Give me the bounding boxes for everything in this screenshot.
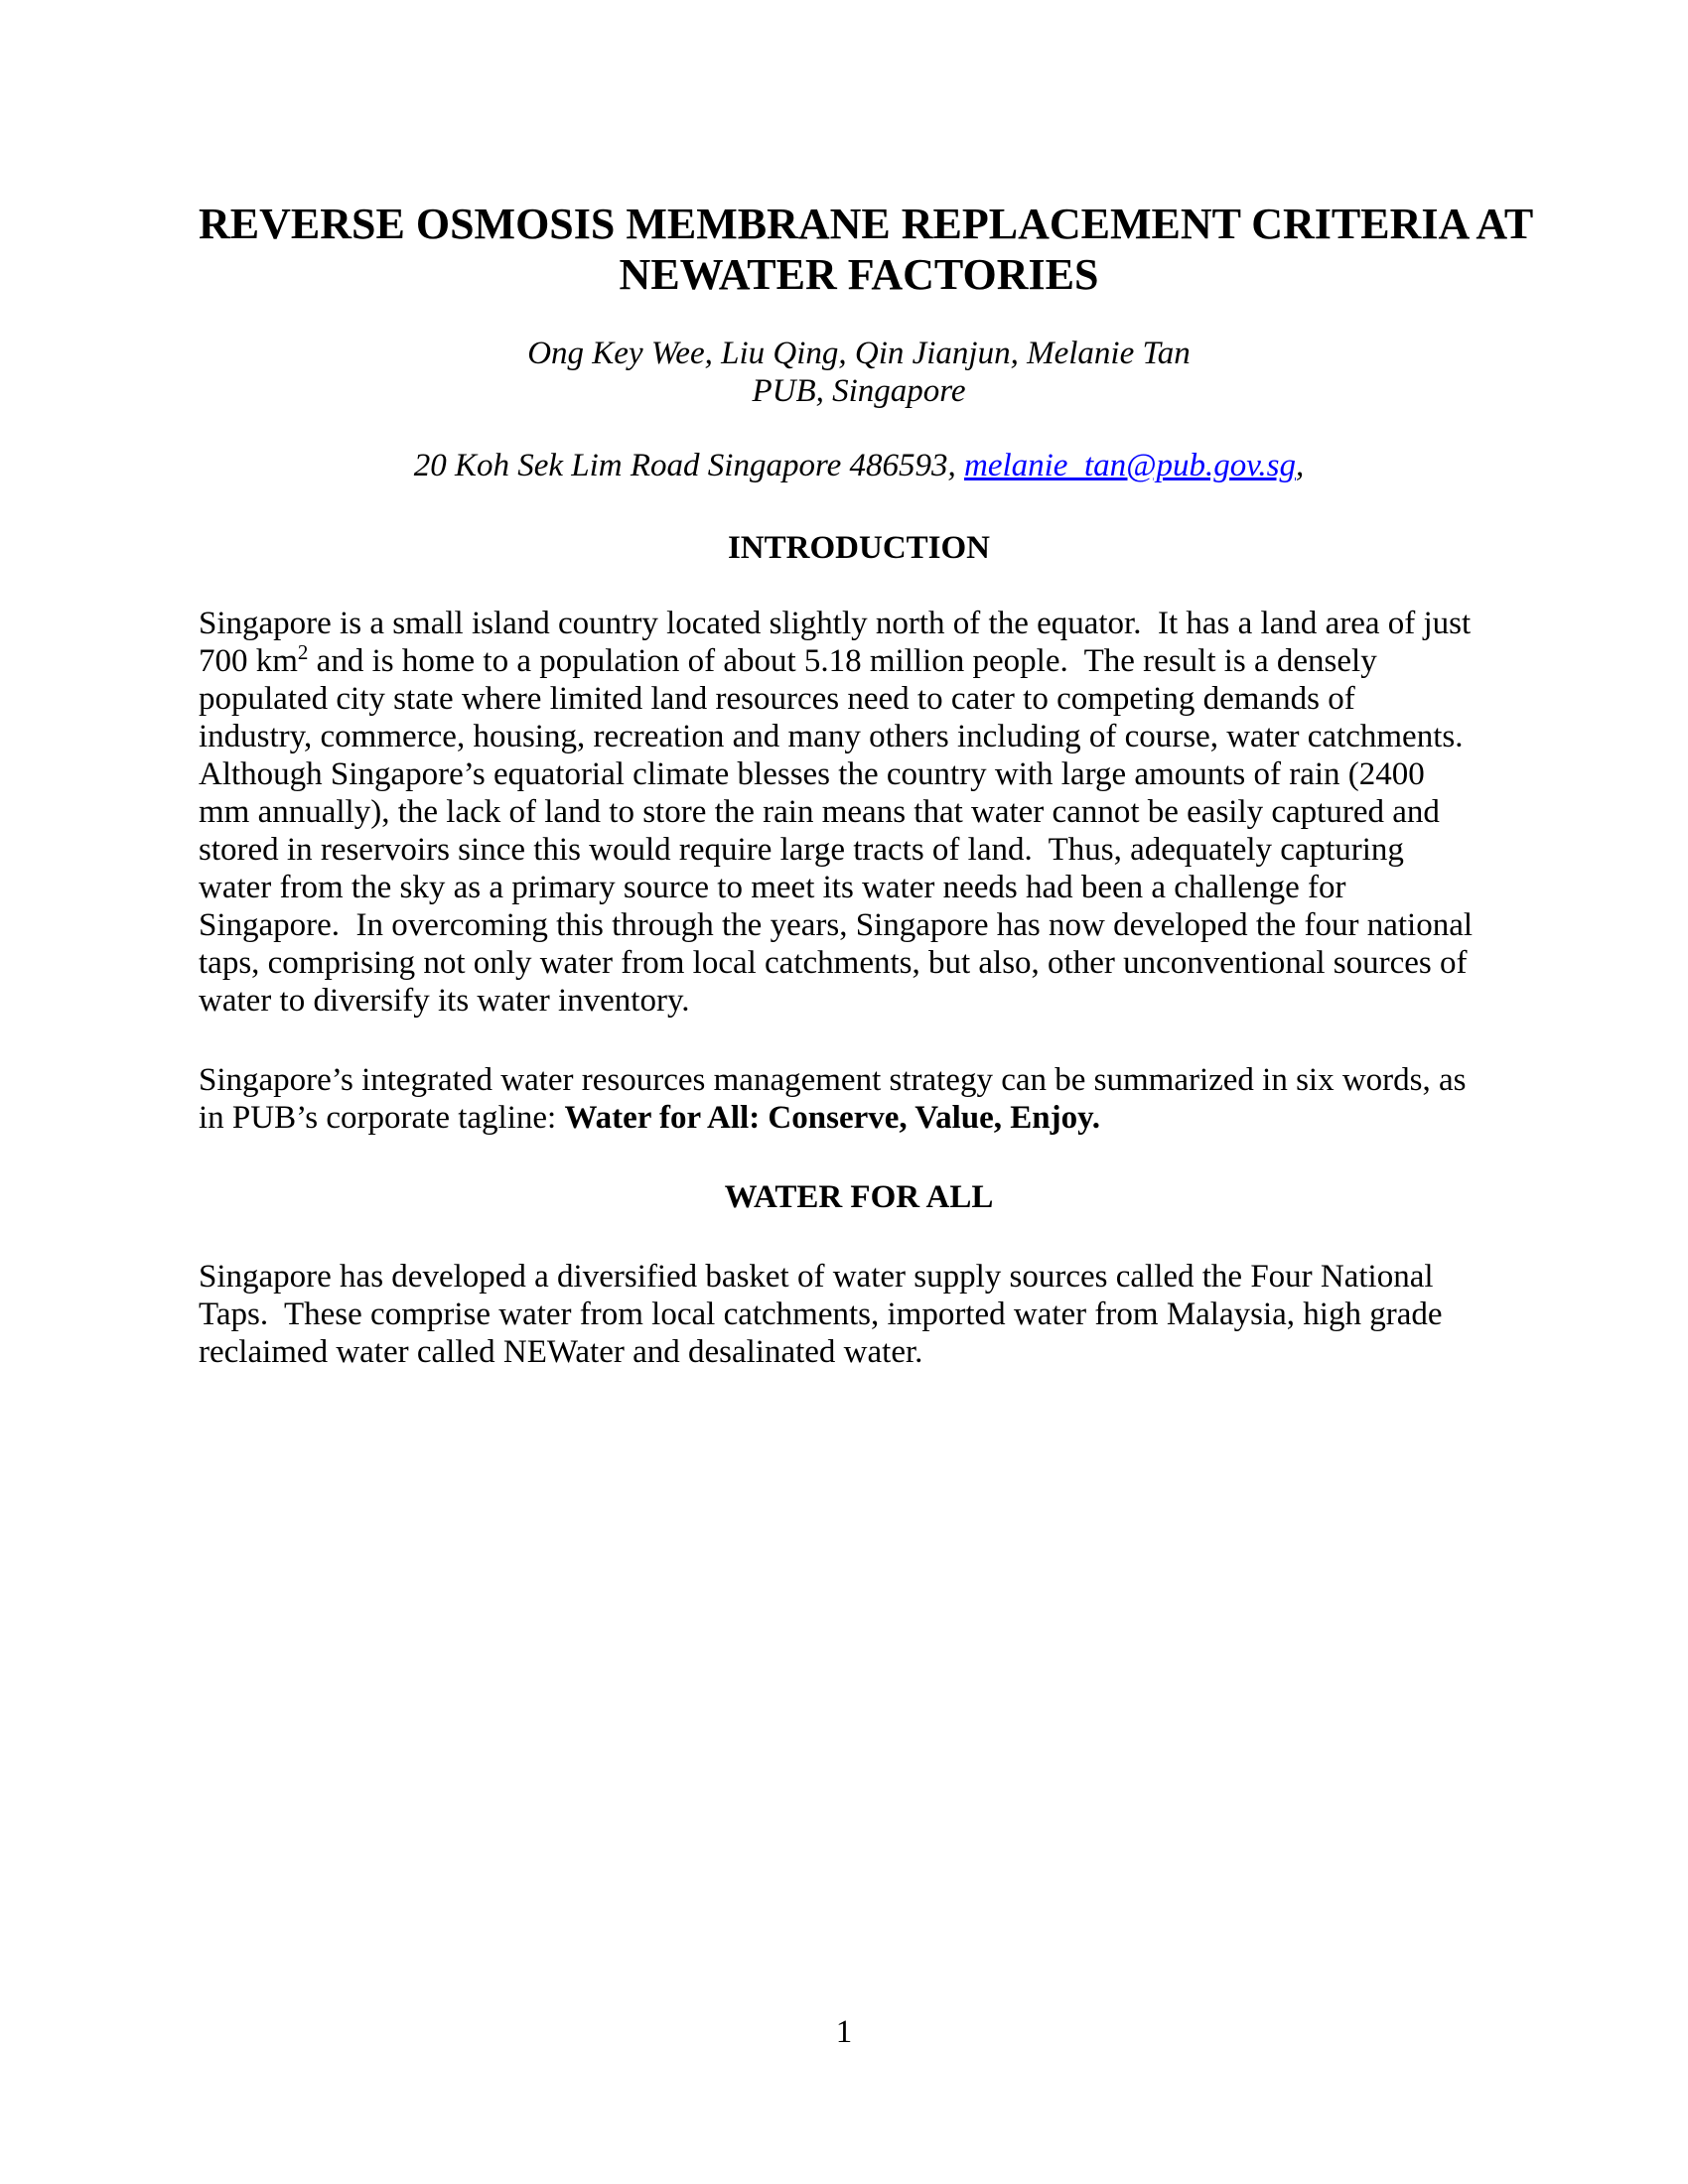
section-heading-water-for-all: WATER FOR ALL <box>724 1179 994 1215</box>
page-number: 1 <box>835 2014 853 2050</box>
text-line: Singapore’s integrated water resources management strategy can be summarized in six words, as <box>199 1062 1467 1098</box>
text-line: Singapore. In overcoming this through the years, Singapore has now developed the four national <box>199 907 1474 943</box>
text-line: populated city state where limited land resources need to cater to competing demands of <box>199 681 1355 717</box>
text-line: water to diversify its water inventory. <box>199 983 690 1019</box>
water-for-all-paragraph <box>199 1258 1519 1371</box>
text-line: Singapore is a small island country located slightly north of the equator. It has a land area of just <box>199 606 1472 641</box>
tagline-bold-text: Water for All: Conserve, Value, Enjoy. <box>564 1100 1101 1136</box>
text-line: Although Singapore’s equatorial climate blesses the country with large amounts of rain (2400 <box>199 756 1425 792</box>
text-line: Singapore has developed a diversified basket of water supply sources called the Four National <box>199 1259 1434 1295</box>
text-segment: and is home to a population of about 5.18 million people. The result is a densely <box>308 643 1377 679</box>
email-link[interactable]: melanie_tan@pub.gov.sg <box>963 448 1297 483</box>
km-squared-superscript: 2 <box>297 640 309 664</box>
text-line: NEWATER FACTORIES <box>619 250 1099 299</box>
address-line <box>199 447 1519 484</box>
affiliation-line: PUB, Singapore <box>752 373 966 409</box>
intro-paragraph-2 <box>199 1061 1519 1137</box>
text-line: reclaimed water called NEWater and desalinated water. <box>199 1334 923 1370</box>
author-block <box>199 335 1519 410</box>
text-segment: 700 km <box>199 643 298 679</box>
paragraph-lines <box>199 680 1519 1020</box>
intro-paragraph-1 <box>199 605 1519 1020</box>
address-text: 20 Koh Sek Lim Road Singapore 486593, <box>413 448 964 483</box>
text-line: industry, commerce, housing, recreation and many others including of course, water catchments. <box>199 719 1464 754</box>
text-line <box>199 1099 1519 1137</box>
address-suffix-text: , <box>1296 448 1305 483</box>
paper-title <box>199 199 1534 300</box>
text-line: stored in reservoirs since this would require large tracts of land. Thus, adequately capturing <box>199 832 1404 868</box>
text-line: REVERSE OSMOSIS MEMBRANE REPLACEMENT CRITERIA AT <box>199 200 1534 248</box>
text-line: mm annually), the lack of land to store the rain means that water cannot be easily captured and <box>199 794 1440 830</box>
text-line: Taps. These comprise water from local catchments, imported water from Malaysia, high grade <box>199 1297 1443 1332</box>
authors-line: Ong Key Wee, Liu Qing, Qin Jianjun, Melanie Tan <box>527 336 1191 371</box>
text-segment: in PUB’s corporate tagline: <box>199 1100 565 1136</box>
text-line: taps, comprising not only water from local catchments, but also, other unconventional sources of <box>199 945 1468 981</box>
section-heading-introduction: INTRODUCTION <box>727 530 991 566</box>
text-line <box>199 642 1519 680</box>
text-line: water from the sky as a primary source to meet its water needs had been a challenge for <box>199 870 1346 905</box>
